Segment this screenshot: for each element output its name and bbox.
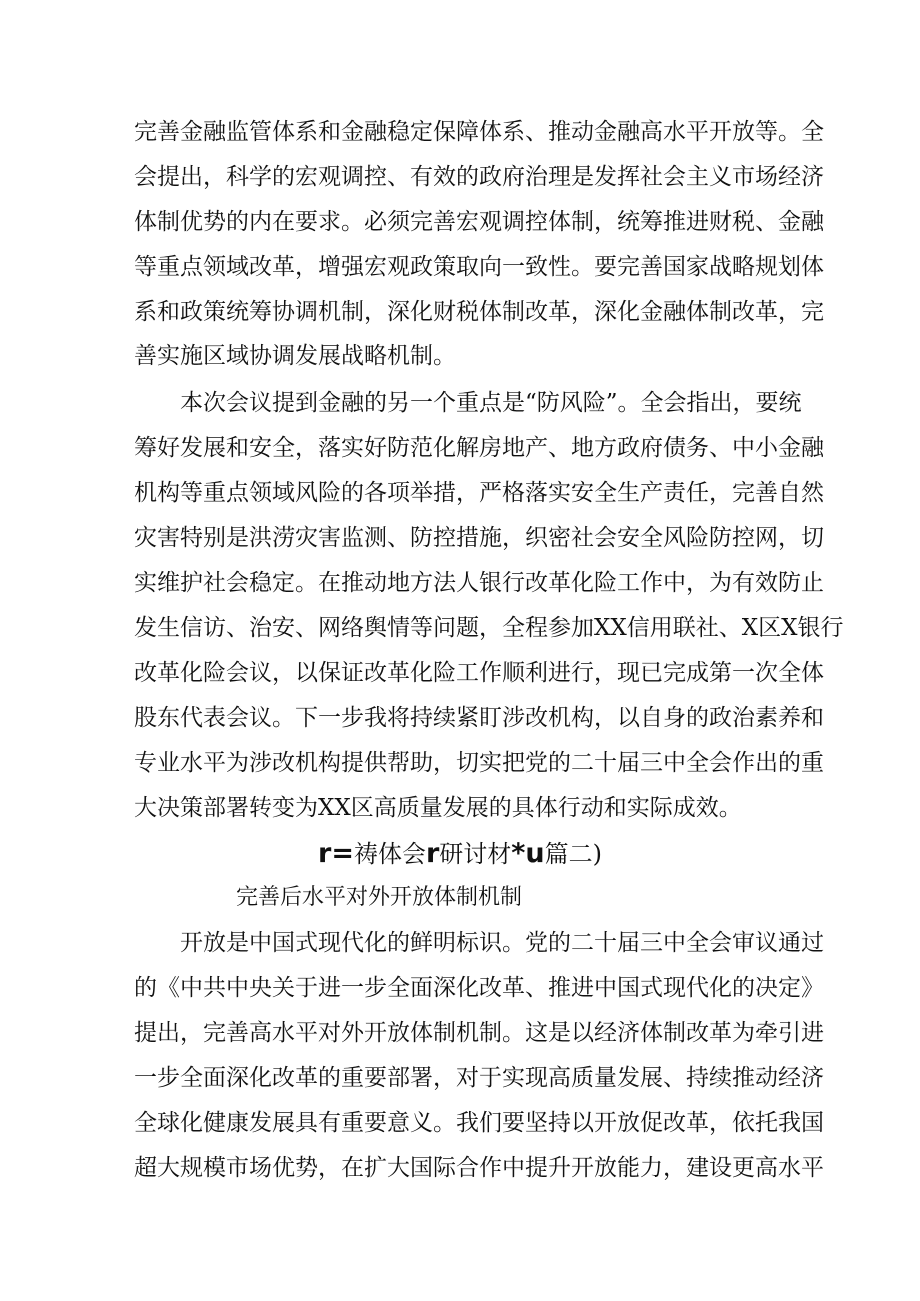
paragraph-2-line-3: 机构等重点领域风险的各项举措，严格落实安全生产责任，完善自然 (134, 480, 824, 506)
paragraph-3-line-2: 的《中共中央关于进一步全面深化改革、推进中国式现代化的决定》 (134, 975, 824, 1001)
paragraph-3-line-3: 提出，完善高水平对外开放体制机制。这是以经济体制改革为牵引进 (134, 1020, 824, 1046)
paragraph-1-line-5: 系和政策统筹协调机制，深化财税体制改革，深化金融体制改革，完 (134, 299, 824, 325)
section-heading (0, 834, 920, 874)
paragraph-2-line-5: 实维护社会稳定。在推动地方法人银行改革化险工作中，为有效防止 (134, 570, 824, 596)
heading-fragment-3: 祷体会 (353, 840, 426, 868)
paragraph-1-line-2: 会提出，科学的宏观调控、有效的政府治理是发挥社会主义市场经济 (134, 164, 824, 190)
heading-fragment-5: 研讨材 (439, 840, 512, 868)
heading-fragment-7: 篇二) (544, 840, 602, 868)
heading-fragment-6: *u (511, 838, 545, 869)
paragraph-1-line-3: 体制优势的内在要求。必须完善宏观调控体制，统筹推进财税、金融 (134, 209, 824, 235)
paragraph-3-line-1: 开放是中国式现代化的鲜明标识。党的二十届三中全会审议通过 (180, 930, 824, 956)
paragraph-1-line-4: 等重点领域改革，增强宏观政策取向一致性。要完善国家战略规划体 (134, 254, 824, 280)
paragraph-2-line-10: 大决策部署转变为XX区高质量发展的具体行动和实际成效。 (134, 795, 742, 821)
paragraph-3-line-4: 一步全面深化改革的重要部署，对于实现高质量发展、持续推动经济 (134, 1065, 824, 1091)
paragraph-3-line-6: 超大规模市场优势，在扩大国际合作中提升开放能力，建设更高水平 (134, 1155, 824, 1181)
paragraph-2-line-6: 发生信访、治安、网络舆情等问题，全程参加XX信用联社、X区X银行 (134, 615, 844, 641)
paragraph-2-line-1: 本次会议提到金融的另一个重点是“防风险”。全会指出，要统 (180, 390, 802, 416)
paragraph-2-line-2: 筹好发展和安全，落实好防范化解房地产、地方政府债务、中小金融 (134, 435, 824, 461)
paragraph-2-line-8: 股东代表会议。下一步我将持续紧盯涉改机构，以自身的政治素养和 (134, 705, 824, 731)
paragraph-2-line-9: 专业水平为涉改机构提供帮助，切实把党的二十届三中全会作出的重 (134, 750, 824, 776)
paragraph-2-line-4: 灾害特别是洪涝灾害监测、防控措施，织密社会安全风险防控网，切 (134, 525, 824, 551)
heading-fragment-2: = (331, 838, 354, 869)
heading-fragment-4: r (425, 838, 440, 869)
paragraph-1-line-6: 善实施区域协调发展战略机制。 (134, 343, 456, 369)
paragraph-2-line-7: 改革化险会议，以保证改革化险工作顺利进行，现已完成第一次全体 (134, 660, 824, 686)
subheading: 完善后水平对外开放体制机制 (236, 885, 523, 910)
heading-fragment-1: r (318, 838, 332, 869)
paragraph-1-line-1: 完善金融监管体系和金融稳定保障体系、推动金融高水平开放等。全 (134, 119, 824, 145)
paragraph-3-line-5: 全球化健康发展具有重要意义。我们要坚持以开放促改革，依托我国 (134, 1110, 824, 1136)
